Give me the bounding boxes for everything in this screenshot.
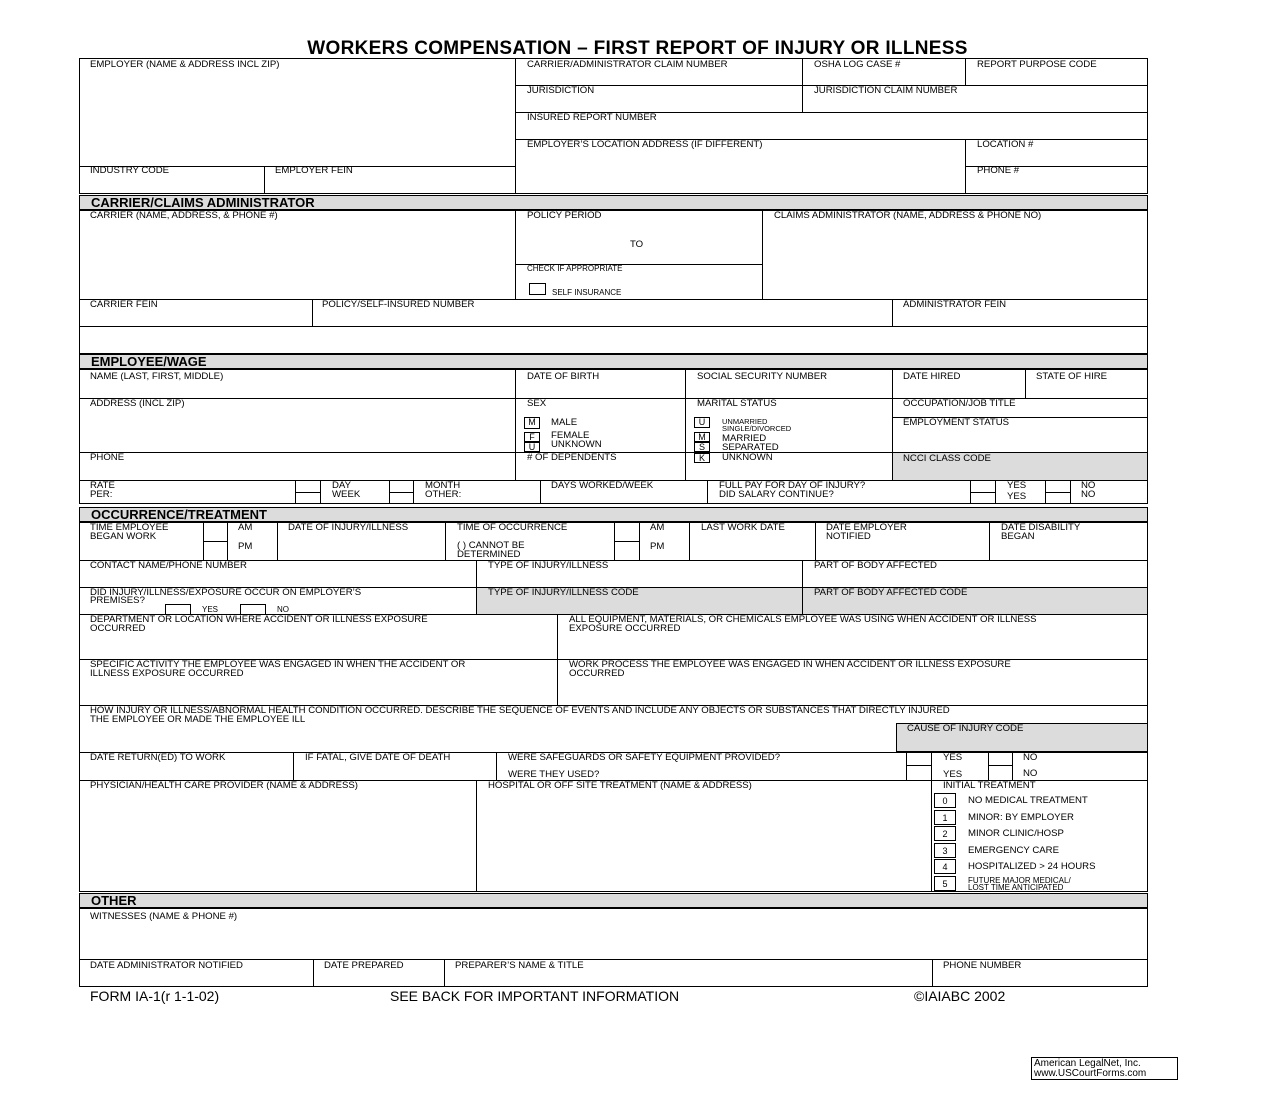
contact-label: CONTACT NAME/PHONE NUMBER (90, 560, 247, 571)
premises-label-1: DID INJURY/ILLNESS/EXPOSURE OCCUR ON EMPLOYER’S (90, 587, 362, 598)
salary-yes-label: YES (1007, 491, 1027, 502)
time-of-occurrence-label: TIME OF OCCURRENCE (457, 522, 568, 533)
occurrence-section-header: OCCURRENCE/TREATMENT (79, 507, 1148, 522)
per-month-label: MONTH (425, 480, 461, 491)
began-work-pm-label: PM (238, 541, 253, 552)
equipment-label-2: EXPOSURE OCCURRED (569, 623, 681, 634)
were-used-label: WERE THEY USED? (508, 769, 600, 780)
activity-label-2: ILLNESS EXPOSURE OCCURRED (90, 668, 244, 679)
sex-male-code[interactable]: M (524, 417, 540, 429)
ssn-label: SOCIAL SECURITY NUMBER (697, 371, 828, 382)
part-of-body-label: PART OF BODY AFFECTED (814, 560, 937, 571)
marital-married-code[interactable]: M (694, 432, 710, 442)
per-label: PER: (90, 489, 113, 500)
how-occurred-label-2: THE EMPLOYEE OR MADE THE EMPLOYEE ILL (90, 714, 306, 725)
publisher-stamp (1031, 1057, 1178, 1080)
employee-name-label: NAME (LAST, FIRST, MIDDLE) (90, 371, 224, 382)
publisher-name: American LegalNet, Inc. (1034, 1058, 1141, 1069)
treatment-code-5[interactable]: 5 (934, 876, 956, 891)
cause-of-injury-code-label: CAUSE OF INJURY CODE (907, 723, 1024, 734)
carrier-fein-label: CARRIER FEIN (90, 299, 158, 310)
treatment-label-3: EMERGENCY CARE (968, 844, 1059, 856)
occurrence-pm-label: PM (650, 541, 665, 552)
date-prepared-label: DATE PREPARED (324, 960, 404, 971)
marital-unknown-code[interactable]: K (694, 453, 710, 463)
last-work-date-label: LAST WORK DATE (701, 522, 785, 533)
witnesses-label: WITNESSES (NAME & PHONE #) (90, 911, 238, 922)
work-process-label-2: OCCURRED (569, 668, 625, 679)
policy-period-to-label: TO (630, 239, 644, 250)
salary-no-label: NO (1081, 489, 1096, 500)
self-insurance-label: SELF INSURANCE (552, 288, 622, 297)
self-insurance-checkbox[interactable] (529, 283, 546, 295)
marital-unmarried-label: UNMARRIED (722, 417, 768, 426)
occurrence-am-label: AM (650, 522, 665, 533)
part-of-body-code-label: PART OF BODY AFFECTED CODE (814, 587, 968, 598)
date-of-injury-label: DATE OF INJURY/ILLNESS (288, 522, 409, 533)
employer-label: EMPLOYER (NAME & ADDRESS INCL ZIP) (90, 59, 280, 70)
physician-label: PHYSICIAN/HEALTH CARE PROVIDER (NAME & ADDRESS) (90, 780, 358, 791)
sex-female-label: FEMALE (551, 430, 590, 441)
full-pay-no-label: NO (1081, 480, 1096, 491)
marital-single-label: SINGLE/DIVORCED (722, 424, 792, 433)
phone-number-label: PHONE # (977, 165, 1020, 176)
employer-location-address-label: EMPLOYER’S LOCATION ADDRESS (IF DIFFERENT) (527, 139, 763, 150)
other-section-header: OTHER (79, 893, 1148, 908)
sex-male-label: MALE (551, 417, 578, 428)
marital-unknown-label: UNKNOWN (722, 452, 773, 463)
per-day-label: DAY (332, 480, 352, 491)
full-pay-label: FULL PAY FOR DAY OF INJURY? (719, 480, 866, 491)
carrier-section-header: CARRIER/CLAIMS ADMINISTRATOR (79, 195, 1148, 210)
policy-self-insured-number-label: POLICY/SELF-INSURED NUMBER (322, 299, 475, 310)
marital-separated-code[interactable]: S (694, 442, 710, 452)
salary-continue-label: DID SALARY CONTINUE? (719, 489, 834, 500)
work-process-label-1: WORK PROCESS THE EMPLOYEE WAS ENGAGED IN WHEN ACCIDENT OR ILLNESS EXPOSURE (569, 659, 1011, 670)
administrator-fein-label: ADMINISTRATOR FEIN (903, 299, 1007, 310)
report-purpose-code-label: REPORT PURPOSE CODE (977, 59, 1097, 70)
treatment-label-5: FUTURE MAJOR MEDICAL/ (968, 875, 1071, 885)
treatment-label-4: HOSPITALIZED > 24 HOURS (968, 861, 1096, 872)
were-used-yes-label: YES (943, 769, 963, 780)
sex-female-code[interactable]: F (524, 432, 540, 442)
ncci-class-code-label: NCCI CLASS CODE (903, 453, 991, 464)
marital-unmarried-code[interactable]: U (694, 417, 710, 428)
treatment-code-3[interactable]: 3 (934, 843, 956, 858)
treatment-code-0[interactable]: 0 (934, 793, 956, 808)
date-employer-notified-label-2: NOTIFIED (826, 531, 871, 542)
dependents-label: # OF DEPENDENTS (527, 452, 617, 463)
jurisdiction-label: JURISDICTION (527, 85, 595, 96)
type-of-injury-code-label: TYPE OF INJURY/ILLNESS CODE (488, 587, 639, 598)
treatment-label-5-line2: LOST TIME ANTICIPATED (968, 882, 1064, 892)
date-administrator-notified-label: DATE ADMINISTRATOR NOTIFIED (90, 960, 243, 971)
time-began-work-label-2: BEGAN WORK (90, 531, 157, 542)
treatment-label-1: MINOR: BY EMPLOYER (968, 811, 1074, 823)
sex-unknown-code[interactable]: U (524, 442, 540, 452)
cannot-be-determined-label-2: DETERMINED (457, 549, 521, 560)
began-work-am-label: AM (238, 522, 253, 533)
date-return-to-work-label: DATE RETURN(ED) TO WORK (90, 752, 226, 763)
state-of-hire-label: STATE OF HIRE (1036, 371, 1108, 382)
other-block (79, 908, 1148, 987)
cannot-be-determined-label-1: ( ) CANNOT BE (457, 540, 525, 551)
occupation-label: OCCUPATION/JOB TITLE (903, 398, 1016, 409)
time-began-work-label-1: TIME EMPLOYEE (90, 522, 169, 533)
premises-yes-label: YES (202, 605, 219, 614)
see-back-notice: SEE BACK FOR IMPORTANT INFORMATION (390, 988, 680, 1004)
date-disability-began-label-2: BEGAN (1001, 531, 1035, 542)
address-label: ADDRESS (INCL ZIP) (90, 398, 185, 409)
hospital-label: HOSPITAL OR OFF SITE TREATMENT (NAME & ADDRESS) (488, 780, 752, 791)
department-label-1: DEPARTMENT OR LOCATION WHERE ACCIDENT OR ILLNESS EXPOSURE (90, 614, 428, 625)
rate-label: RATE (90, 480, 115, 491)
marital-separated-label: SEPARATED (722, 442, 779, 453)
per-week-label: WEEK (332, 489, 361, 500)
treatment-code-4[interactable]: 4 (934, 859, 956, 874)
employee-section-header: EMPLOYEE/WAGE (79, 354, 1148, 369)
sex-unknown-label: UNKNOWN (551, 439, 602, 450)
days-worked-label: DAYS WORKED/WEEK (551, 480, 654, 491)
policy-period-label: POLICY PERIOD (527, 210, 602, 221)
treatment-label-2: MINOR CLINIC/HOSP (968, 828, 1064, 839)
marital-married-label: MARRIED (722, 433, 767, 444)
initial-treatment-label: INITIAL TREATMENT (943, 780, 1036, 791)
safeguards-yes-label: YES (943, 752, 963, 763)
preparer-name-title-label: PREPARER’S NAME & TITLE (455, 960, 584, 971)
were-used-no-label: NO (1023, 768, 1038, 779)
premises-label-2: PREMISES? (90, 595, 145, 606)
date-hired-label: DATE HIRED (903, 371, 961, 382)
claims-administrator-label: CLAIMS ADMINISTRATOR (NAME, ADDRESS & PHONE NO) (774, 210, 1042, 221)
publisher-url: www.USCourtForms.com (1034, 1068, 1147, 1079)
phone-label: PHONE (90, 452, 125, 463)
employment-status-label: EMPLOYMENT STATUS (903, 417, 1010, 428)
premises-no-label: NO (277, 605, 289, 614)
industry-code-label: INDUSTRY CODE (90, 165, 170, 176)
type-of-injury-label: TYPE OF INJURY/ILLNESS (488, 560, 609, 571)
how-occurred-label-1: HOW INJURY OR ILLNESS/ABNORMAL HEALTH CONDITION OCCURRED. DESCRIBE THE SEQUENCE OF EVENTS AND INCLUDE ANY OBJECTS OR SUBSTANCES THAT DIRECTLY INJURED (90, 705, 950, 716)
equipment-label-1: ALL EQUIPMENT, MATERIALS, OR CHEMICALS EMPLOYEE WAS USING WHEN ACCIDENT OR ILLNESS (569, 614, 1037, 625)
treatment-code-1[interactable]: 1 (934, 810, 956, 825)
per-other-label: OTHER: (425, 489, 462, 500)
treatment-label-0: NO MEDICAL TREATMENT (968, 795, 1088, 806)
activity-label-1: SPECIFIC ACTIVITY THE EMPLOYEE WAS ENGAGED IN WHEN THE ACCIDENT OR (90, 659, 466, 670)
carrier-label: CARRIER (NAME, ADDRESS, & PHONE #) (90, 210, 278, 221)
osha-log-case-label: OSHA LOG CASE # (814, 59, 901, 70)
form-title: WORKERS COMPENSATION – FIRST REPORT OF INJURY OR ILLNESS (307, 38, 968, 59)
safeguards-label: WERE SAFEGUARDS OR SAFETY EQUIPMENT PROVIDED? (508, 752, 781, 763)
jurisdiction-claim-number-label: JURISDICTION CLAIM NUMBER (814, 85, 958, 96)
copyright: ©IAIABC 2002 (914, 988, 1006, 1004)
preparer-phone-label: PHONE NUMBER (943, 960, 1022, 971)
safeguards-no-label: NO (1023, 752, 1038, 763)
full-pay-yes-label: YES (1007, 480, 1027, 491)
form-id: FORM IA-1(r 1-1-02) (90, 988, 220, 1004)
employer-fein-label: EMPLOYER FEIN (275, 165, 353, 176)
insured-report-number-label: INSURED REPORT NUMBER (527, 112, 657, 123)
check-if-appropriate-label: CHECK IF APPROPRIATE (527, 264, 623, 273)
sex-label: SEX (527, 398, 547, 409)
location-number-label: LOCATION # (977, 139, 1034, 150)
treatment-code-2[interactable]: 2 (934, 826, 956, 841)
date-of-death-label: IF FATAL, GIVE DATE OF DEATH (305, 752, 451, 763)
date-of-birth-label: DATE OF BIRTH (527, 371, 600, 382)
date-employer-notified-label-1: DATE EMPLOYER (826, 522, 907, 533)
carrier-block (79, 210, 1148, 354)
marital-status-label: MARITAL STATUS (697, 398, 777, 409)
carrier-claim-number-label: CARRIER/ADMINISTRATOR CLAIM NUMBER (527, 59, 728, 70)
department-label-2: OCCURRED (90, 623, 146, 634)
date-disability-began-label-1: DATE DISABILITY (1001, 522, 1081, 533)
